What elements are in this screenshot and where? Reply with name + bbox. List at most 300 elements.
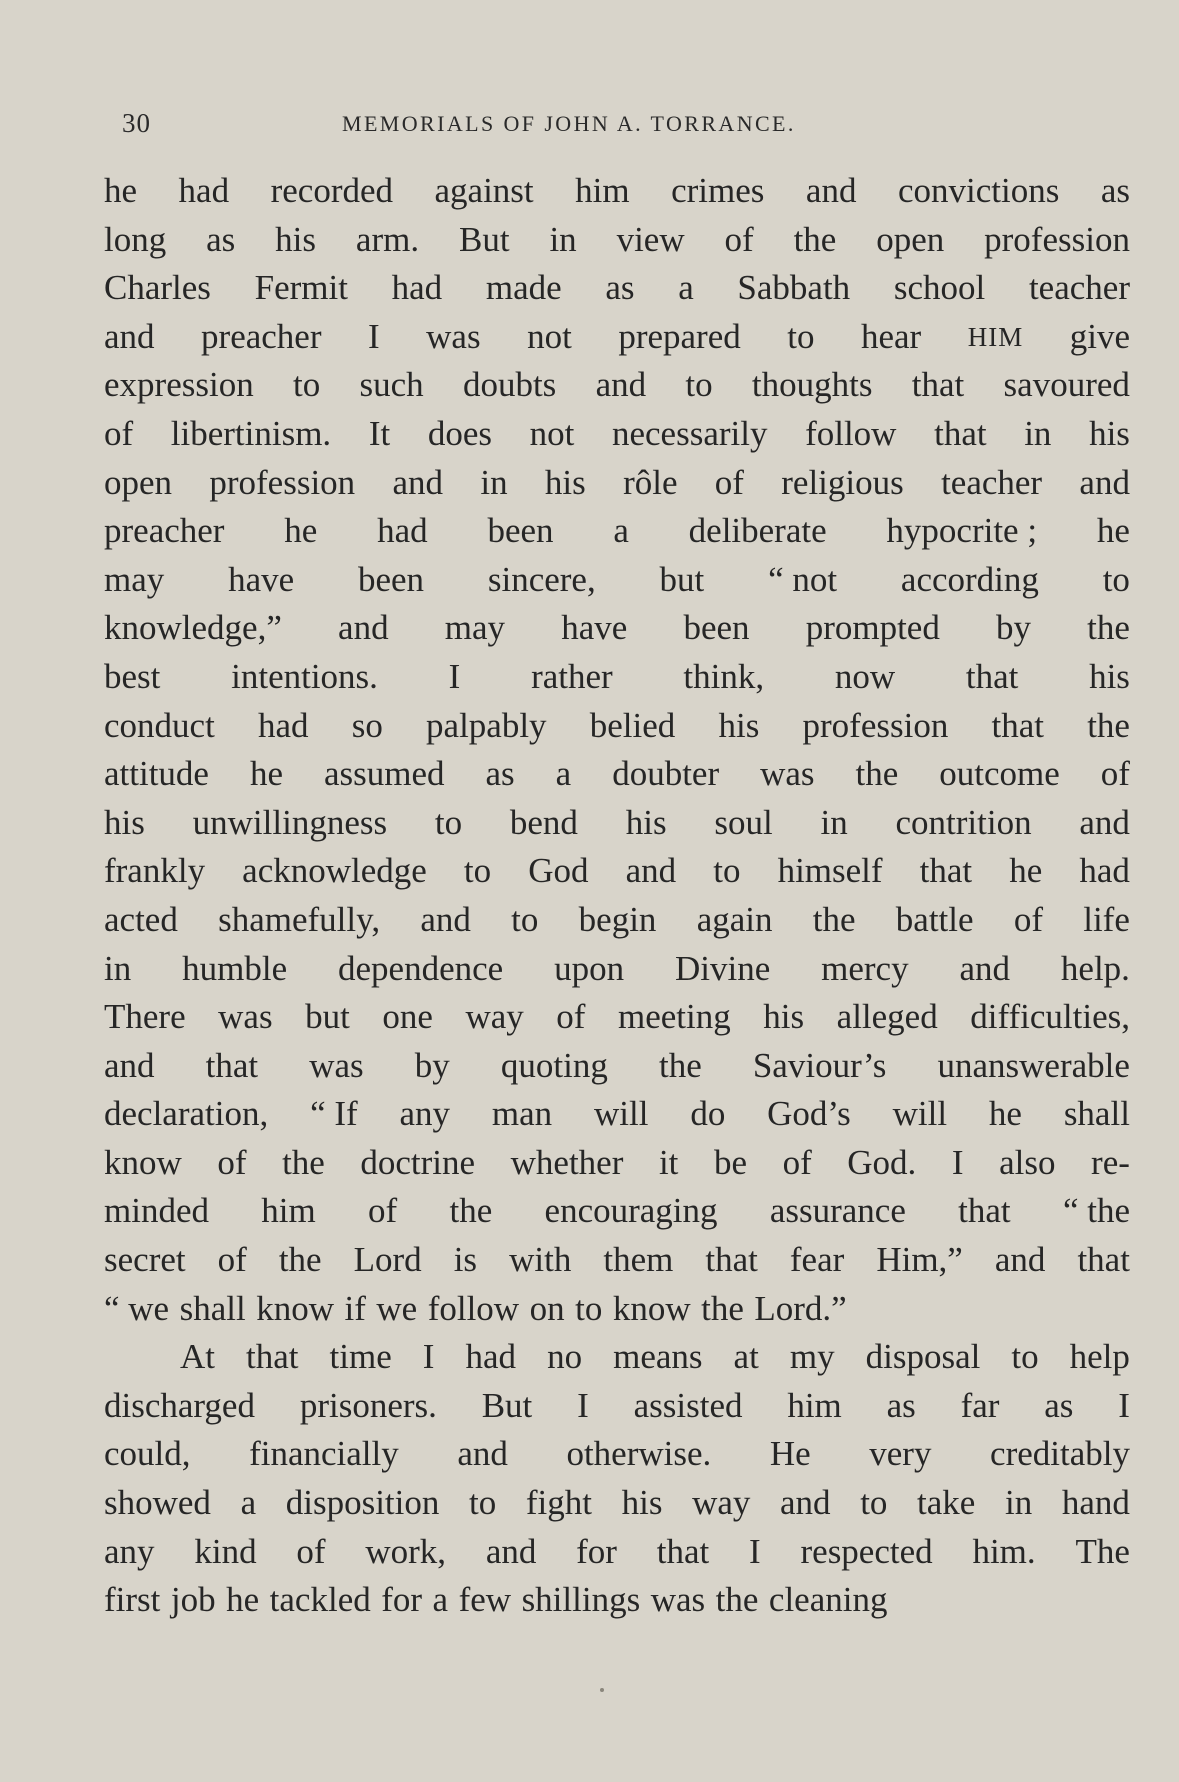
text-line bbox=[104, 167, 1130, 216]
word: “ we bbox=[104, 1288, 170, 1328]
text-line bbox=[104, 1430, 1130, 1479]
word: kind bbox=[194, 1531, 257, 1571]
word: and bbox=[805, 171, 857, 210]
word: such bbox=[359, 365, 424, 405]
word: God’s bbox=[767, 1094, 851, 1134]
word: Saviour’s bbox=[752, 1045, 887, 1085]
text-line bbox=[104, 1187, 1130, 1236]
word: he bbox=[1096, 511, 1130, 551]
word: and bbox=[457, 1434, 508, 1474]
word: The bbox=[1075, 1531, 1130, 1571]
word: bend bbox=[509, 802, 578, 842]
text-line bbox=[104, 945, 1130, 994]
word: crimes bbox=[671, 171, 765, 210]
text-line bbox=[104, 264, 1130, 313]
word: if bbox=[344, 1288, 366, 1328]
word: HIM bbox=[967, 321, 1024, 352]
word: intentions. bbox=[231, 656, 378, 696]
word: may bbox=[104, 559, 165, 599]
word: had bbox=[465, 1337, 517, 1377]
word: I bbox=[1118, 1385, 1130, 1425]
word: him. bbox=[972, 1531, 1036, 1571]
text-line bbox=[104, 604, 1130, 653]
word: fight bbox=[525, 1483, 592, 1523]
word: any bbox=[104, 1531, 155, 1571]
word: assumed bbox=[323, 754, 445, 794]
word: unwillingness bbox=[192, 802, 388, 842]
word: “ If bbox=[310, 1094, 358, 1134]
word: meeting bbox=[617, 997, 731, 1037]
word: he bbox=[249, 754, 283, 794]
word: and bbox=[994, 1240, 1046, 1280]
word: will bbox=[892, 1094, 948, 1134]
text-line bbox=[104, 1236, 1130, 1285]
word: profession bbox=[209, 462, 356, 502]
word: life bbox=[1083, 899, 1130, 939]
word: But bbox=[458, 219, 510, 259]
word: have bbox=[228, 559, 295, 599]
word: by bbox=[996, 608, 1031, 648]
text-line bbox=[104, 702, 1130, 751]
word: and bbox=[392, 462, 444, 502]
word: as bbox=[1100, 171, 1130, 210]
word: means bbox=[613, 1337, 703, 1377]
text-line bbox=[104, 556, 1130, 605]
word: that bbox=[246, 1337, 299, 1377]
word: man bbox=[491, 1094, 553, 1134]
word: with bbox=[509, 1240, 572, 1280]
word: prompted bbox=[805, 608, 940, 648]
word: his bbox=[544, 462, 586, 502]
word: was bbox=[218, 997, 273, 1037]
word: could, bbox=[104, 1434, 191, 1474]
word: had bbox=[178, 171, 230, 210]
word: to bbox=[860, 1483, 888, 1523]
word: I bbox=[448, 656, 461, 696]
word: acknowledge bbox=[242, 851, 427, 891]
word: Lord bbox=[353, 1240, 422, 1280]
word: way bbox=[692, 1483, 751, 1523]
word: a bbox=[613, 511, 629, 551]
word: of bbox=[104, 413, 134, 453]
word: way bbox=[465, 997, 524, 1037]
word: declaration, bbox=[104, 1094, 269, 1134]
word: “ the bbox=[1062, 1191, 1130, 1231]
word: re- bbox=[1091, 1142, 1130, 1182]
word: is bbox=[453, 1240, 478, 1280]
running-head bbox=[122, 108, 989, 144]
text-line bbox=[104, 313, 1130, 362]
word: we bbox=[376, 1288, 418, 1328]
word: his bbox=[621, 1483, 663, 1523]
word: he bbox=[104, 171, 138, 210]
word: discharged bbox=[104, 1385, 255, 1425]
word: the bbox=[701, 1288, 744, 1328]
word: know bbox=[104, 1142, 182, 1182]
word: to bbox=[685, 365, 713, 405]
word: that bbox=[958, 1191, 1011, 1231]
word: any bbox=[399, 1094, 451, 1134]
text-line bbox=[104, 410, 1130, 459]
word: doubter bbox=[612, 754, 720, 794]
word: his bbox=[1089, 656, 1130, 696]
word: the bbox=[793, 219, 837, 259]
word: in bbox=[480, 462, 508, 502]
word: the bbox=[282, 1142, 325, 1182]
word: long bbox=[104, 219, 167, 259]
word: and bbox=[338, 608, 389, 648]
word: difficulties, bbox=[970, 997, 1130, 1037]
word: of bbox=[1100, 754, 1130, 794]
word: There bbox=[104, 997, 186, 1037]
word: religious bbox=[781, 462, 904, 502]
word: to bbox=[575, 1288, 603, 1328]
word: school bbox=[893, 268, 986, 308]
word: contrition bbox=[895, 802, 1032, 842]
word: I bbox=[422, 1337, 435, 1377]
word: as bbox=[206, 219, 236, 259]
word: view bbox=[616, 219, 685, 259]
word: as bbox=[605, 268, 635, 308]
word: made bbox=[485, 268, 562, 308]
word: no bbox=[547, 1337, 583, 1377]
word: a bbox=[432, 1580, 449, 1620]
word: job bbox=[170, 1580, 216, 1620]
word: Him,” bbox=[876, 1240, 963, 1280]
word: he bbox=[284, 511, 318, 551]
word: alleged bbox=[836, 997, 938, 1037]
word: and bbox=[485, 1531, 537, 1571]
word: been bbox=[487, 511, 554, 551]
word: help. bbox=[1060, 948, 1130, 988]
word: battle bbox=[895, 899, 974, 939]
word: on bbox=[529, 1288, 565, 1328]
body-text bbox=[104, 167, 1130, 1625]
word: take bbox=[917, 1483, 976, 1523]
word: give bbox=[1069, 316, 1130, 356]
word: the bbox=[812, 899, 856, 939]
word: that bbox=[991, 705, 1044, 745]
word: and bbox=[959, 948, 1011, 988]
word: been bbox=[683, 608, 750, 648]
word: assurance bbox=[769, 1191, 906, 1231]
word: knowledge,” bbox=[104, 608, 282, 648]
word: shall bbox=[1063, 1094, 1130, 1134]
word: was bbox=[426, 316, 481, 356]
text-line bbox=[104, 1139, 1130, 1188]
word: arm. bbox=[355, 219, 420, 259]
word: to bbox=[511, 899, 539, 939]
word: showed bbox=[104, 1483, 211, 1523]
word: was bbox=[760, 754, 815, 794]
word: him bbox=[261, 1191, 316, 1231]
word: have bbox=[561, 608, 628, 648]
word: may bbox=[444, 608, 506, 648]
word: rôle bbox=[623, 462, 678, 502]
word: Divine bbox=[674, 948, 771, 988]
word: shamefully, bbox=[218, 899, 381, 939]
word: outcome bbox=[939, 754, 1060, 794]
word: and bbox=[780, 1483, 831, 1523]
word: but bbox=[659, 559, 705, 599]
word: mercy bbox=[821, 948, 909, 988]
word: a bbox=[678, 268, 694, 308]
word: dependence bbox=[338, 948, 504, 988]
word: himself bbox=[777, 851, 883, 891]
word: God. bbox=[847, 1142, 917, 1182]
word: disposition bbox=[285, 1483, 440, 1523]
word: otherwise. bbox=[566, 1434, 712, 1474]
word: Lord.” bbox=[754, 1288, 847, 1328]
word: the bbox=[1087, 608, 1130, 648]
word: his bbox=[104, 802, 145, 842]
word: that bbox=[934, 413, 987, 453]
word: that bbox=[656, 1531, 710, 1571]
word: think, bbox=[683, 656, 765, 696]
text-line bbox=[104, 1333, 1130, 1382]
word: to bbox=[292, 365, 321, 405]
word: teacher bbox=[1028, 268, 1130, 308]
text-line bbox=[104, 750, 1130, 799]
word: At bbox=[180, 1337, 215, 1377]
word: him bbox=[575, 171, 630, 210]
word: in bbox=[549, 219, 577, 259]
word: and bbox=[625, 851, 677, 891]
word: a bbox=[240, 1483, 257, 1523]
word: was bbox=[309, 1045, 364, 1085]
word: I bbox=[951, 1142, 964, 1182]
word: minded bbox=[104, 1191, 209, 1231]
word: him bbox=[787, 1385, 842, 1425]
word: he bbox=[1009, 851, 1043, 891]
word: his bbox=[625, 802, 667, 842]
word: that bbox=[205, 1045, 259, 1085]
word: rather bbox=[531, 656, 613, 696]
word: upon bbox=[554, 948, 625, 988]
word: had bbox=[257, 705, 309, 745]
word: according bbox=[900, 559, 1039, 599]
word: it bbox=[658, 1142, 679, 1182]
word: know bbox=[256, 1288, 334, 1328]
word: of bbox=[296, 1531, 326, 1571]
word: help bbox=[1069, 1337, 1130, 1377]
word: and bbox=[104, 1045, 155, 1085]
word: libertinism. bbox=[170, 413, 332, 453]
word: belied bbox=[589, 705, 676, 745]
word: to bbox=[469, 1483, 497, 1523]
word: to bbox=[1011, 1337, 1039, 1377]
word: thoughts bbox=[751, 365, 873, 405]
word: the bbox=[715, 1580, 759, 1620]
word: also bbox=[999, 1142, 1056, 1182]
word: be bbox=[713, 1142, 747, 1182]
word: best bbox=[104, 656, 161, 696]
word: he bbox=[226, 1580, 260, 1620]
word: shall bbox=[179, 1288, 246, 1328]
word: and bbox=[420, 899, 471, 939]
word: one bbox=[382, 997, 433, 1037]
word: God bbox=[528, 851, 589, 891]
word: was bbox=[650, 1580, 706, 1620]
word: whether bbox=[510, 1142, 624, 1182]
word: humble bbox=[182, 948, 288, 988]
page-number: 30 bbox=[122, 108, 151, 138]
word: his bbox=[763, 997, 805, 1037]
word: as bbox=[886, 1385, 916, 1425]
word: But bbox=[481, 1385, 533, 1425]
word: work, bbox=[365, 1531, 447, 1571]
word: do bbox=[690, 1094, 726, 1134]
word: open bbox=[876, 219, 945, 259]
word: cleaning bbox=[768, 1580, 888, 1620]
word: respected bbox=[800, 1531, 933, 1571]
word: financially bbox=[249, 1434, 399, 1474]
word: in bbox=[1024, 413, 1052, 453]
word: does bbox=[427, 413, 492, 453]
text-line bbox=[104, 216, 1130, 265]
word: time bbox=[329, 1337, 392, 1377]
word: and bbox=[1079, 462, 1130, 502]
word: and bbox=[595, 365, 647, 405]
word: at bbox=[733, 1337, 759, 1377]
word: of bbox=[782, 1142, 812, 1182]
word: assisted bbox=[633, 1385, 743, 1425]
word: he bbox=[988, 1094, 1022, 1134]
word: open bbox=[104, 462, 173, 502]
word: in bbox=[1004, 1483, 1033, 1523]
word: Fermit bbox=[254, 268, 348, 308]
word: attitude bbox=[104, 754, 209, 794]
word: now bbox=[834, 656, 896, 696]
word: recorded bbox=[270, 171, 394, 210]
text-line bbox=[104, 799, 1130, 848]
word: of bbox=[217, 1142, 247, 1182]
word: doubts bbox=[462, 365, 557, 405]
word: the bbox=[658, 1045, 702, 1085]
word: “ not bbox=[768, 559, 838, 599]
word: for bbox=[576, 1531, 617, 1571]
word: my bbox=[789, 1337, 835, 1377]
word: deliberate bbox=[688, 511, 827, 551]
word: his bbox=[275, 219, 317, 259]
word: the bbox=[278, 1240, 322, 1280]
word: disposal bbox=[865, 1337, 981, 1377]
word: been bbox=[357, 559, 425, 599]
word: that bbox=[705, 1240, 758, 1280]
word: in bbox=[104, 948, 132, 988]
running-title: MEMORIALS OF JOHN A. TORRANCE. bbox=[342, 111, 796, 136]
word: prisoners. bbox=[299, 1385, 437, 1425]
word: a bbox=[555, 754, 572, 794]
word: hear bbox=[860, 316, 922, 356]
word: encouraging bbox=[544, 1191, 718, 1231]
word: of bbox=[724, 219, 754, 259]
word: that bbox=[911, 365, 965, 405]
word: preacher bbox=[104, 511, 225, 551]
word: the bbox=[449, 1191, 493, 1231]
word: to bbox=[463, 851, 492, 891]
text-line bbox=[104, 459, 1130, 508]
word: very bbox=[869, 1434, 932, 1474]
word: that bbox=[1077, 1240, 1130, 1280]
word: doctrine bbox=[360, 1142, 476, 1182]
word: savoured bbox=[1003, 365, 1130, 405]
word: as bbox=[1044, 1385, 1074, 1425]
word: I bbox=[749, 1531, 761, 1571]
word: so bbox=[351, 705, 383, 745]
word: them bbox=[603, 1240, 674, 1280]
text-line bbox=[104, 1528, 1130, 1577]
word: preacher bbox=[201, 316, 322, 356]
word: know bbox=[612, 1288, 691, 1328]
word: follow bbox=[427, 1288, 520, 1328]
word: that bbox=[919, 851, 973, 891]
text-line bbox=[104, 361, 1130, 410]
word: of bbox=[368, 1191, 398, 1231]
word: hand bbox=[1061, 1483, 1130, 1523]
word: to bbox=[787, 316, 815, 356]
word: frankly bbox=[104, 851, 206, 891]
word: teacher bbox=[941, 462, 1043, 502]
word: palpably bbox=[426, 705, 547, 745]
word: creditably bbox=[990, 1434, 1130, 1474]
paper-speck bbox=[600, 1688, 604, 1692]
word: profession bbox=[802, 705, 949, 745]
word: sincere, bbox=[487, 559, 596, 599]
word: had bbox=[1079, 851, 1130, 891]
word: his bbox=[718, 705, 760, 745]
text-line bbox=[104, 507, 1130, 556]
word: He bbox=[769, 1434, 811, 1474]
word: had bbox=[391, 268, 443, 308]
word: follow bbox=[805, 413, 897, 453]
word: few bbox=[458, 1580, 512, 1620]
word: convictions bbox=[897, 171, 1060, 210]
text-line bbox=[104, 1285, 1130, 1334]
word: not bbox=[529, 413, 575, 453]
word: the bbox=[855, 754, 899, 794]
word: for bbox=[381, 1580, 423, 1620]
word: again bbox=[696, 899, 773, 939]
word: acted bbox=[104, 899, 178, 939]
text-line bbox=[104, 847, 1130, 896]
word: to bbox=[434, 802, 463, 842]
word: not bbox=[527, 316, 572, 356]
word: secret bbox=[104, 1240, 186, 1280]
word: soul bbox=[714, 802, 773, 842]
word: of bbox=[1013, 899, 1043, 939]
word: the bbox=[1087, 705, 1130, 745]
word: necessarily bbox=[611, 413, 768, 453]
text-line bbox=[104, 1382, 1130, 1431]
word: expression bbox=[104, 365, 254, 405]
text-line bbox=[104, 1090, 1130, 1139]
word: prepared bbox=[618, 316, 741, 356]
word: of bbox=[714, 462, 744, 502]
word: shillings bbox=[521, 1580, 641, 1620]
text-line bbox=[104, 653, 1130, 702]
word: begin bbox=[578, 899, 657, 939]
text-line bbox=[104, 1042, 1130, 1091]
word: and bbox=[104, 316, 155, 356]
word: that bbox=[965, 656, 1019, 696]
word: Charles bbox=[104, 268, 211, 308]
word: unanswerable bbox=[937, 1045, 1130, 1085]
word: to bbox=[1102, 559, 1130, 599]
text-line bbox=[104, 1576, 1130, 1625]
word: quoting bbox=[500, 1045, 608, 1085]
word: by bbox=[414, 1045, 450, 1085]
